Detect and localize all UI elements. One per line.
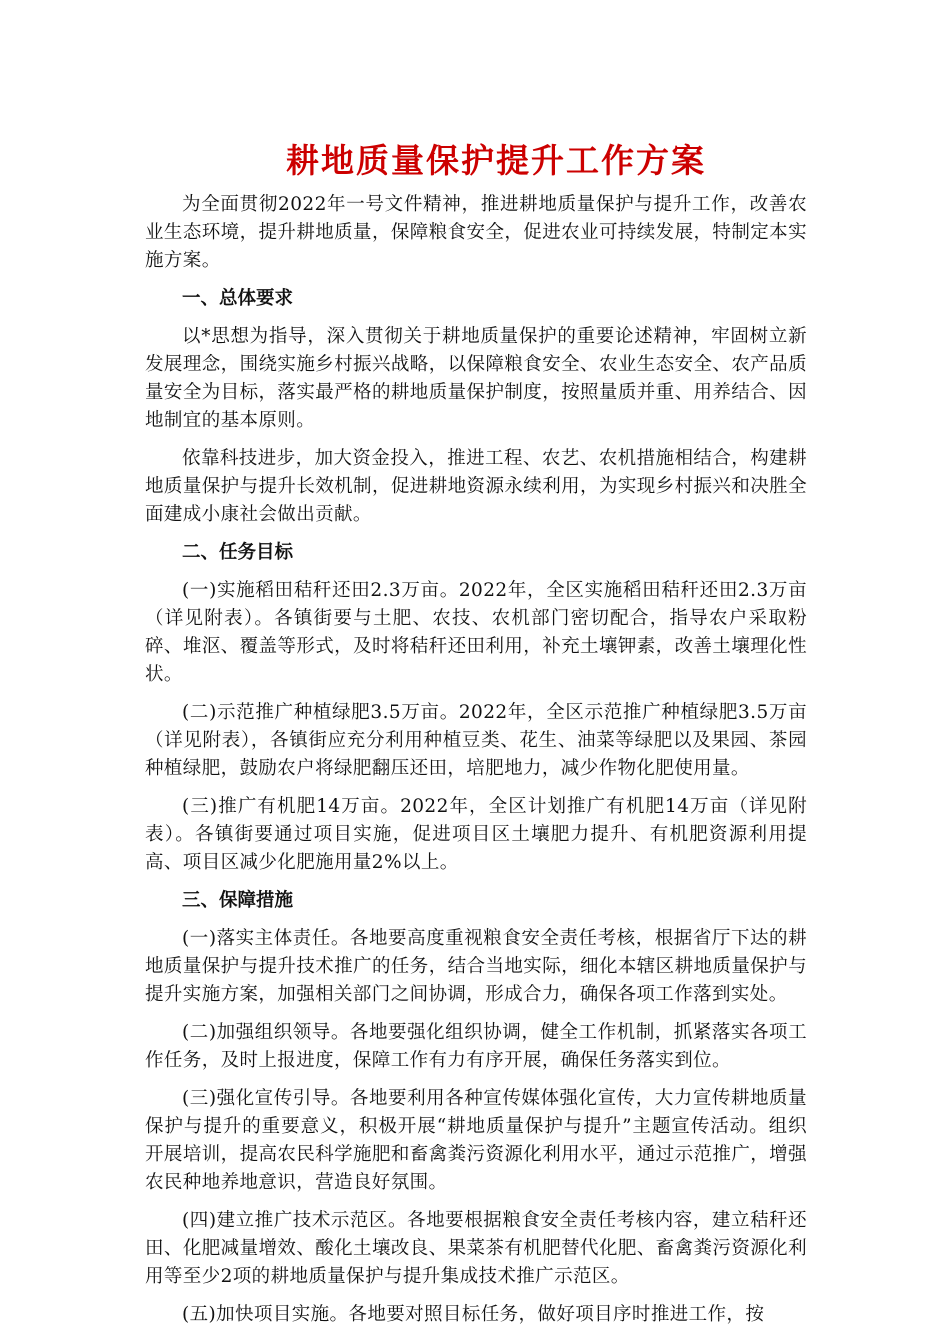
paragraph: (二)加强组织领导。各地要强化组织协调，健全工作机制，抓紧落实各项工作任务，及时上报进度，保障工作有力有序开展，确保任务落实到位。 [145, 1022, 807, 1071]
paragraph: 依靠科技进步，加大资金投入，推进工程、农艺、农机措施相结合，构建耕地质量保护与提升长效机制，促进耕地资源永续利用，为实现乡村振兴和决胜全面建成小康社会做出贡献。 [145, 448, 807, 525]
paragraph: 以*思想为指导，深入贯彻关于耕地质量保护的重要论述精神，牢固树立新发展理念，围绕实施乡村振兴战略，以保障粮食安全、农业生态安全、农产品质量安全为目标，落实最严格的耕地质量保护制度，按照量质并重、用养结合、因地制宜的基本原则。 [145, 326, 807, 431]
intro-paragraph: 为全面贯彻2022年一号文件精神，推进耕地质量保护与提升工作，改善农业生态环境，提升耕地质量，保障粮食安全，促进农业可持续发展，特制定本实施方案。 [145, 194, 807, 271]
section-heading-task-goals: 二、任务目标 [182, 542, 294, 563]
section-heading-general-requirements: 一、总体要求 [182, 288, 294, 309]
paragraph: (五)加快项目实施。各地要对照目标任务，做好项目序时推进工作，按 [182, 1304, 765, 1325]
paragraph: (四)建立推广技术示范区。各地要根据粮食安全责任考核内容，建立秸秆还田、化肥减量增效、酸化土壤改良、果菜茶有机肥替代化肥、畜禽粪污资源化利用等至少2项的耕地质量保护与提升集成技术推广示范区。 [145, 1210, 807, 1287]
paragraph: (一)落实主体责任。各地要高度重视粮食安全责任考核，根据省厅下达的耕地质量保护与提升技术推广的任务，结合当地实际，细化本辖区耕地质量保护与提升实施方案，加强相关部门之间协调，形成合力，确保各项工作落到实处。 [145, 928, 807, 1005]
paragraph: (一)实施稻田秸秆还田2.3万亩。2022年，全区实施稻田秸秆还田2.3万亩（详见附表）。各镇街要与土肥、农技、农机部门密切配合，指导农户采取粉碎、堆沤、覆盖等形式，及时将秸秆还田利用，补充土壤钾素，改善土壤理化性状。 [145, 580, 807, 685]
paragraph: (三)推广有机肥14万亩。2022年，全区计划推广有机肥14万亩（详见附表）。各镇街要通过项目实施，促进项目区土壤肥力提升、有机肥资源利用提高、项目区减少化肥施用量2%以上。 [145, 796, 807, 873]
section-heading-safeguard-measures: 三、保障措施 [182, 890, 294, 911]
document-title: 耕地质量保护提升工作方案 [286, 141, 706, 180]
paragraph: (三)强化宣传引导。各地要利用各种宣传媒体强化宣传，大力宣传耕地质量保护与提升的重要意义，积极开展“耕地质量保护与提升”主题宣传活动。组织开展培训，提高农民科学施肥和畜禽粪污资源化利用水平，通过示范推广，增强农民种地养地意识，营造良好氛围。 [145, 1088, 807, 1193]
paragraph: (二)示范推广种植绿肥3.5万亩。2022年，全区示范推广种植绿肥3.5万亩（详见附表），各镇街应充分利用种植豆类、花生、油菜等绿肥以及果园、茶园种植绿肥，鼓励农户将绿肥翻压还田，培肥地力，减少作物化肥使用量。 [145, 702, 807, 779]
document-page [145, 138, 807, 1339]
